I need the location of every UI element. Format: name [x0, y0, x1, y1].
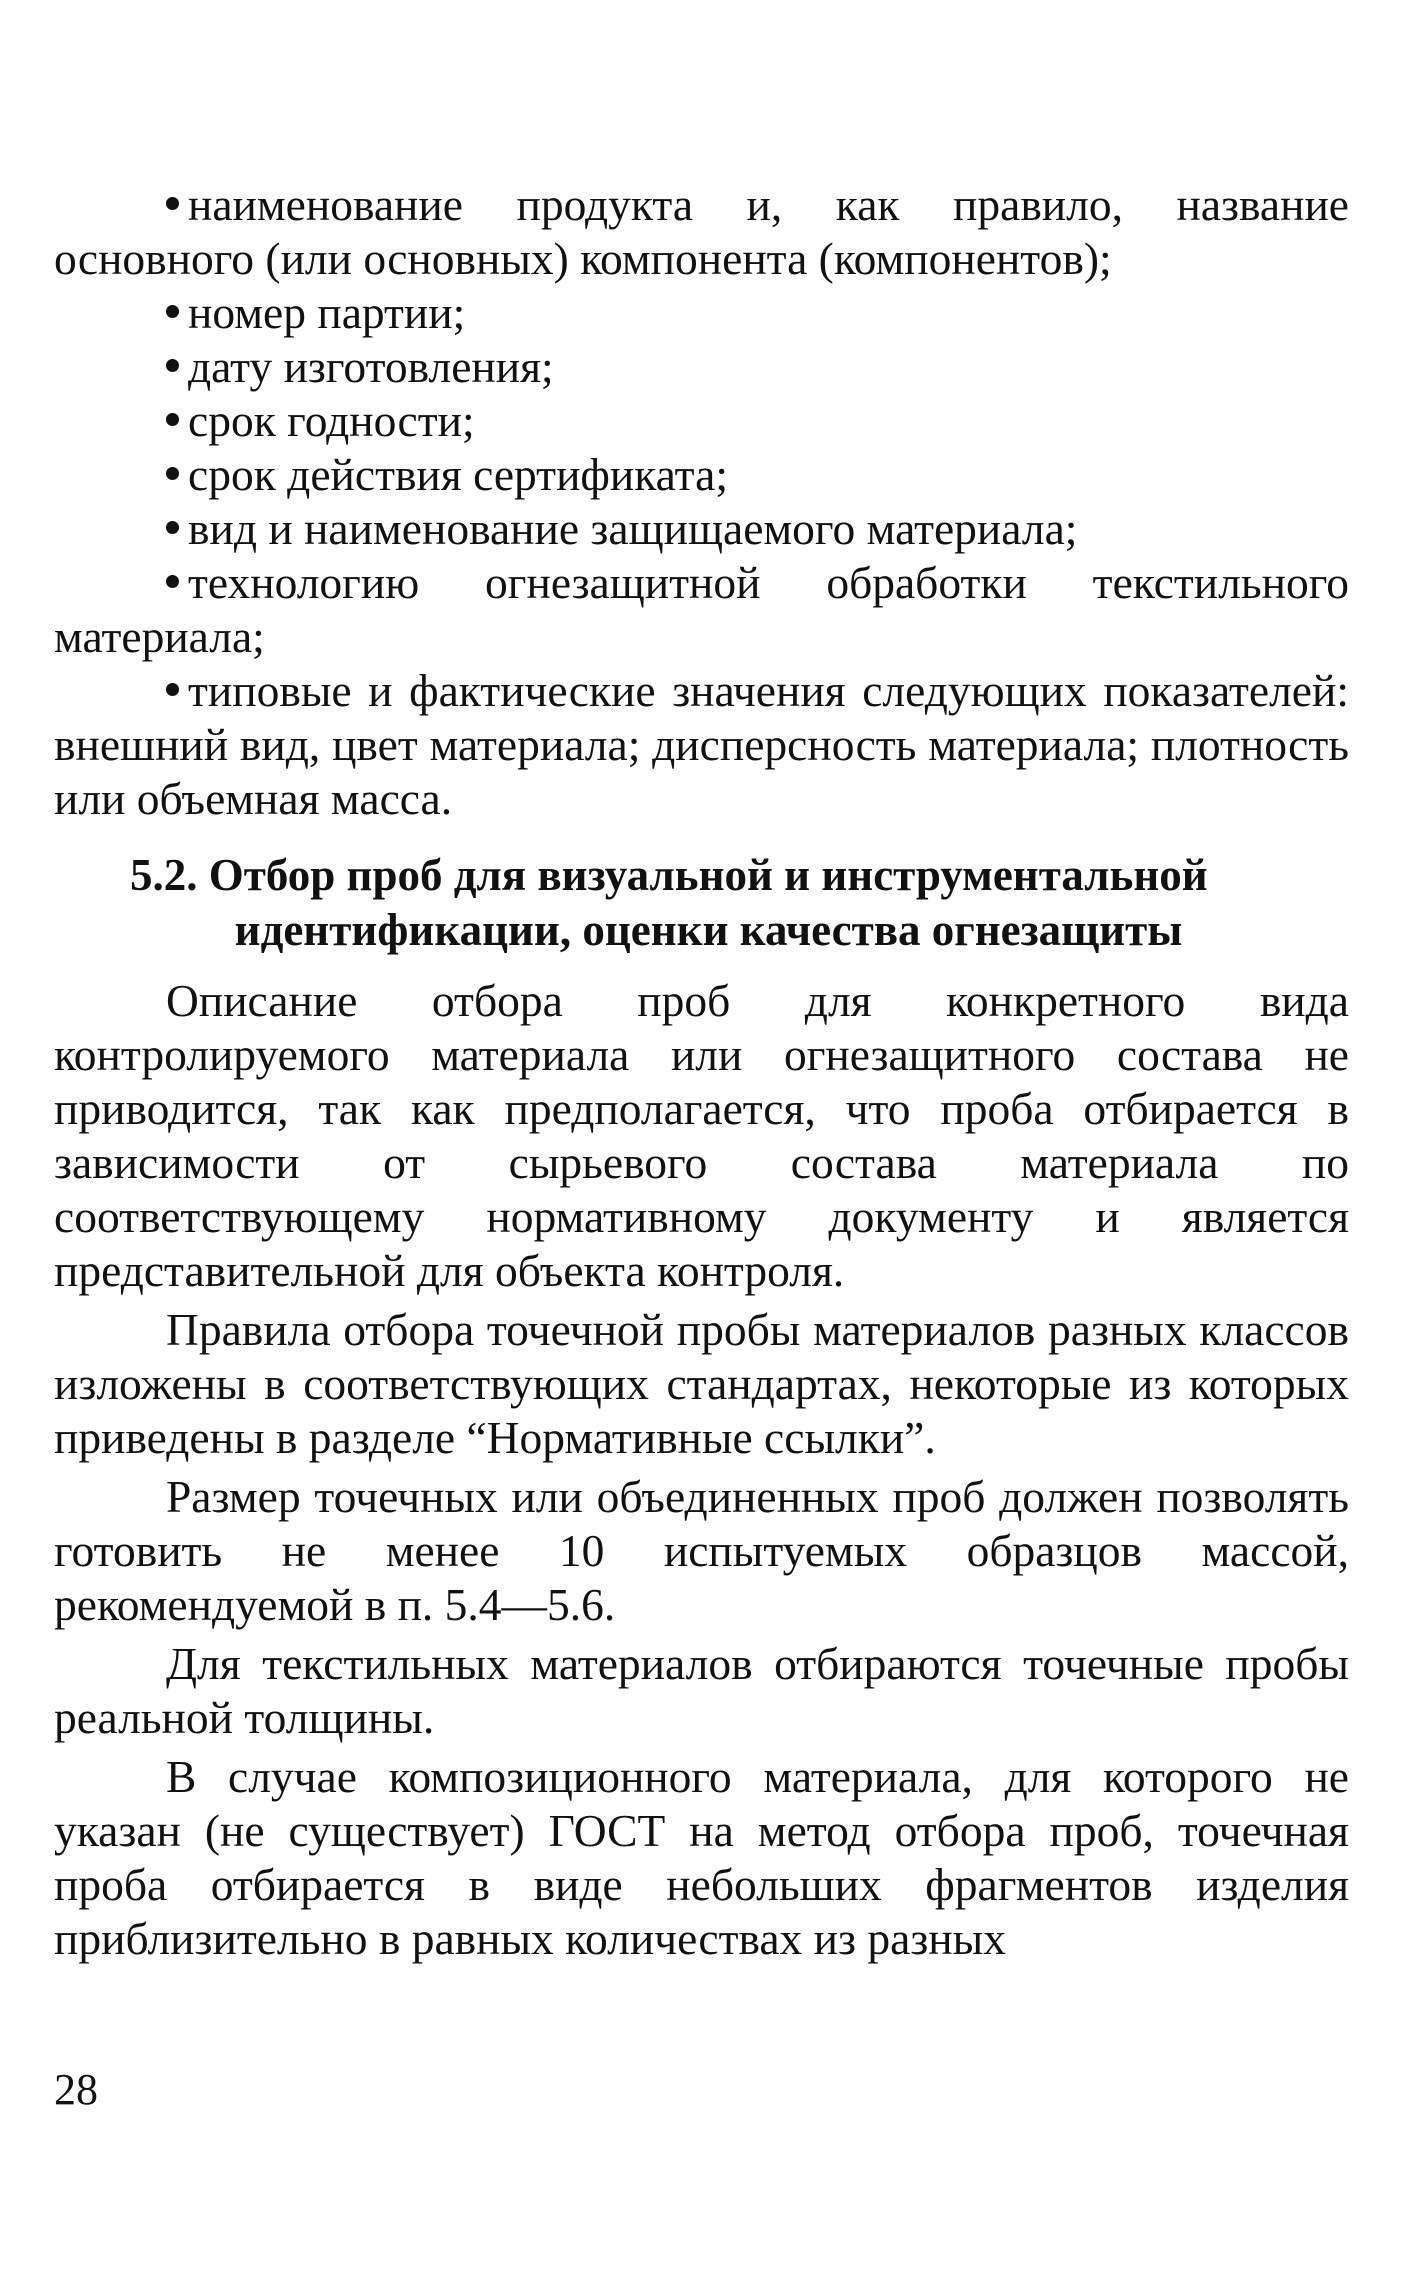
page-body [54, 178, 1349, 1971]
paragraph: В случае композиционного материала, для которого не указан (не существует) ГОСТ на метод отбора проб, точечная проба отбирается в виде небольших фрагментов изделия приблизительно в равных количествах из разных [54, 1751, 1349, 1964]
section-title-line1: 5.2. Отбор проб для визуальной и инструментальной [130, 850, 1208, 900]
paragraph: Для текстильных материалов отбираются точечные пробы реальной толщины. [54, 1638, 1349, 1743]
page-number: 28 [54, 2065, 98, 2114]
list-item: срок годности; [54, 394, 1349, 448]
paragraph: Размер точечных или объединенных проб должен позволять готовить не менее 10 испытуемых образцов массой, рекомендуемой в п. 5.4—5.6. [54, 1471, 1349, 1630]
bullet-icon [166, 467, 179, 480]
list-item: срок действия сертификата; [54, 448, 1349, 502]
bullet-icon [166, 683, 179, 696]
bullet-icon [166, 575, 179, 588]
bullet-icon [166, 197, 179, 210]
list-item: номер партии; [54, 286, 1349, 340]
bullet-icon [166, 521, 179, 534]
list-item: наименование продукта и, как правило, название основного (или основных) компонента (компонентов); [54, 179, 1349, 284]
bullet-list [54, 178, 1349, 826]
bullet-icon [166, 305, 179, 318]
section-heading [54, 848, 1349, 958]
list-item: технологию огнезащитной обработки текстильного материала; [54, 557, 1349, 662]
list-item: типовые и фактические значения следующих показателей: внешний вид, цвет материала; дисперсность материала; плотность или объемная масса. [54, 665, 1349, 824]
bullet-icon [166, 359, 179, 372]
paragraph: Правила отбора точечной пробы материалов разных классов изложены в соответствующих стандартах, некоторые из которых приведены в разделе “Нормативные ссылки”. [54, 1304, 1349, 1463]
list-item: дату изготовления; [54, 340, 1349, 394]
section-title-line2: идентификации, оценки качества огнезащиты [234, 905, 1183, 955]
bullet-icon [166, 413, 179, 426]
list-item: вид и наименование защищаемого материала; [54, 502, 1349, 556]
paragraph: Описание отбора проб для конкретного вида контролируемого материала или огнезащитного состава не приводится, так как предполагается, что проба отбирается в зависимости от сырьевого состава материала по соответствующему нормативному документу и является представительной для объекта контроля. [54, 975, 1349, 1296]
